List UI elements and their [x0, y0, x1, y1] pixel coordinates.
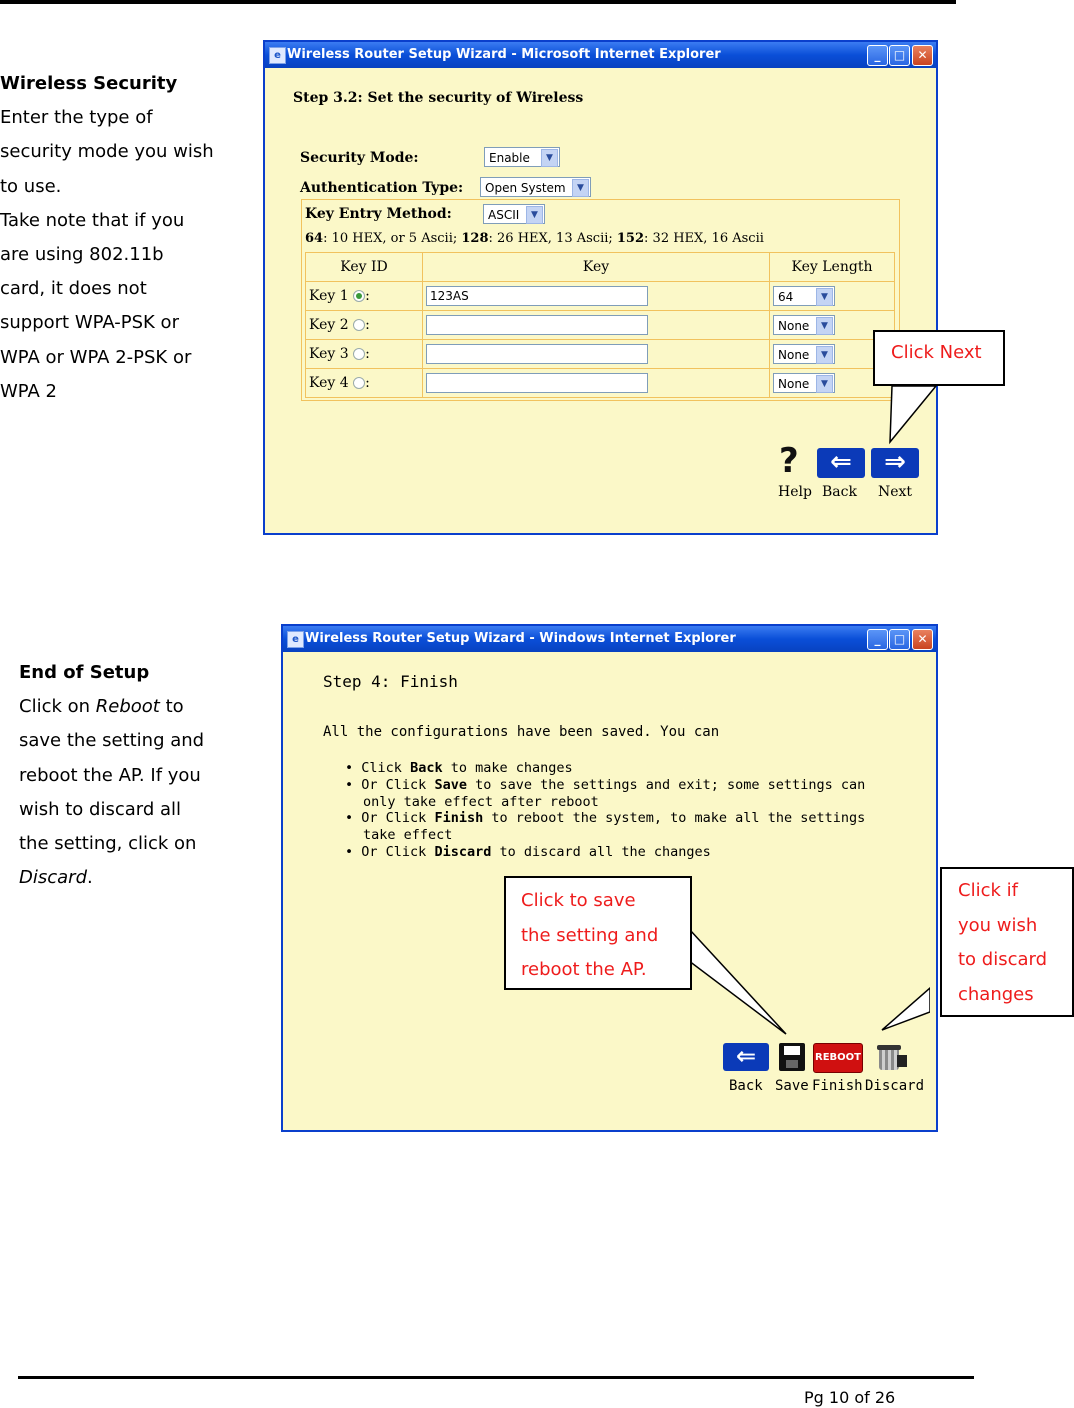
save-disk-icon[interactable] [779, 1043, 805, 1071]
key-settings-box [301, 199, 900, 401]
text-span: to [159, 696, 184, 718]
text-line: security mode you wish [0, 141, 214, 163]
window-titlebar [265, 42, 936, 68]
table-row [306, 311, 895, 340]
key-length-cell [770, 282, 895, 311]
key-length-select[interactable] [773, 315, 835, 335]
end-of-setup-text [19, 656, 249, 895]
window-title: Wireless Router Setup Wizard - Windows Internet Explorer [305, 631, 736, 646]
maximize-icon[interactable]: □ [889, 629, 910, 650]
section-heading: Wireless Security [0, 73, 178, 94]
text-line: Take note that if you [0, 209, 185, 231]
discard-trash-icon[interactable] [875, 1043, 909, 1071]
text-line: to use. [0, 175, 62, 197]
chevron-down-icon: ▼ [816, 346, 833, 364]
callout-line: changes [958, 983, 1034, 1005]
maximize-icon[interactable]: □ [889, 45, 910, 66]
next-label: Next [878, 484, 913, 500]
text-span: to discard all the changes [491, 843, 711, 860]
key-radio[interactable] [353, 319, 365, 331]
text-span: to make changes [442, 760, 573, 776]
callout-line: the setting and [521, 924, 659, 946]
wireless-security-text [0, 67, 250, 409]
callout-text: Click Next [891, 342, 982, 363]
instructions-list [345, 760, 865, 861]
discard-label: Discard [865, 1078, 925, 1094]
auth-type-select[interactable] [480, 177, 591, 197]
text-span: Or Click [361, 810, 435, 827]
table-row [306, 282, 895, 311]
text-line: WPA or WPA 2-PSK or [0, 346, 192, 368]
step-title: Step 4: Finish [323, 672, 458, 691]
chevron-down-icon: ▼ [526, 206, 543, 224]
section-heading: End of Setup [19, 662, 150, 683]
key-radio[interactable] [353, 348, 365, 360]
note-text: : 10 HEX, or 5 Ascii; [323, 231, 462, 246]
chevron-down-icon: ▼ [572, 179, 589, 197]
page-number: Pg 10 of 26 [804, 1388, 896, 1407]
colon: : [365, 288, 370, 304]
key-radio[interactable] [353, 290, 365, 302]
chevron-down-icon: ▼ [816, 288, 833, 306]
discard-term: Discard [19, 867, 87, 889]
note-152: 152 [616, 231, 645, 246]
key-length-select[interactable] [773, 286, 835, 306]
intro-text: All the configurations have been saved. You can [323, 724, 720, 740]
list-item-cont: only take effect after reboot [363, 793, 599, 810]
key-input[interactable]: 123AS [426, 286, 648, 306]
back-arrow-icon[interactable]: ⇐ [817, 448, 865, 478]
key-length-value: None [778, 348, 810, 362]
text-line: support WPA-PSK or [0, 312, 179, 334]
minimize-icon[interactable]: _ [867, 45, 888, 66]
next-arrow-icon[interactable]: ⇒ [871, 448, 919, 478]
back-label: Back [822, 484, 857, 500]
note-text: : 26 HEX, 13 Ascii; [488, 231, 617, 246]
key-entry-label: Key Entry Method: [305, 206, 452, 222]
text-line: reboot the AP. If you [19, 764, 201, 786]
key-value-cell [423, 311, 770, 340]
text-line [19, 690, 249, 724]
key-label: Key 2 [309, 317, 349, 333]
back-label: Back [729, 1078, 763, 1094]
chevron-down-icon: ▼ [541, 149, 558, 167]
text-span: Or Click [361, 843, 435, 860]
key-label: Key 4 [309, 375, 349, 391]
header-key-id: Key ID [306, 253, 423, 282]
keyword-discard: Discard [434, 843, 492, 860]
finish-label: Finish [812, 1078, 863, 1094]
keyword-finish: Finish [434, 810, 484, 827]
key-label: Key 3 [309, 346, 349, 362]
bullet: • [345, 843, 354, 860]
key-id-cell [306, 369, 423, 398]
close-icon[interactable]: ✕ [912, 629, 933, 650]
security-mode-select[interactable] [484, 147, 560, 167]
key-input[interactable] [426, 344, 648, 364]
text-span: . [87, 867, 93, 889]
step-title: Step 3.2: Set the security of Wireless [293, 90, 584, 106]
list-item [345, 777, 865, 794]
text-line [19, 861, 249, 895]
text-line: save the setting and [19, 730, 205, 752]
text-line: card, it does not [0, 278, 147, 300]
save-label: Save [775, 1078, 809, 1094]
key-length-value: None [778, 377, 810, 391]
key-table [305, 252, 895, 398]
text-span: Click [361, 760, 411, 776]
key-length-note [305, 231, 764, 246]
callout-line: Click to save [521, 890, 636, 911]
key-length-value: 64 [778, 290, 794, 304]
callout-line: you wish [958, 914, 1038, 936]
ie-icon: e [287, 631, 304, 648]
list-item [345, 844, 865, 861]
key-input[interactable] [426, 315, 648, 335]
text-line: wish to discard all [19, 798, 182, 820]
help-icon[interactable]: ? [779, 441, 799, 481]
reboot-term: Reboot [95, 696, 160, 718]
text-line: are using 802.11b [0, 244, 164, 266]
text-span: Or Click [361, 776, 435, 793]
key-value-cell [423, 282, 770, 311]
auth-type-label: Authentication Type: [300, 180, 464, 196]
key-length-select[interactable] [773, 373, 835, 393]
key-entry-value: ASCII [488, 208, 520, 222]
key-id-cell [306, 282, 423, 311]
keyword-back: Back [410, 760, 443, 776]
text-span: to save the settings and exit; some settings can [466, 776, 866, 793]
colon: : [365, 317, 370, 333]
header-key: Key [423, 253, 770, 282]
colon: : [365, 346, 370, 362]
back-arrow-icon[interactable]: ⇐ [723, 1043, 769, 1071]
key-label: Key 1 [309, 288, 349, 304]
window-title: Wireless Router Setup Wizard - Microsoft Internet Explorer [287, 47, 721, 62]
chevron-down-icon: ▼ [816, 317, 833, 335]
key-length-value: None [778, 319, 810, 333]
text-line: WPA 2 [0, 380, 57, 402]
note-text: : 32 HEX, 16 Ascii [644, 231, 764, 246]
reboot-icon[interactable]: REBOOT [813, 1043, 863, 1073]
text-span: Click on [19, 696, 96, 718]
callout-line: to discard [958, 949, 1048, 970]
colon: : [365, 375, 370, 391]
key-value-cell [423, 340, 770, 369]
discard-callout [940, 867, 1074, 1017]
help-label: Help [778, 484, 812, 500]
minimize-icon[interactable]: _ [867, 629, 888, 650]
list-item [345, 760, 865, 777]
table-header-row [306, 253, 895, 282]
table-row [306, 369, 895, 398]
key-input[interactable] [426, 373, 648, 393]
bullet: • [345, 810, 354, 827]
close-icon[interactable]: ✕ [912, 45, 933, 66]
key-id-cell [306, 311, 423, 340]
list-item-cont: take effect [363, 827, 453, 844]
wizard-window-security [263, 40, 938, 535]
window-titlebar [283, 626, 936, 652]
keyword-save: Save [434, 776, 467, 793]
text-span: to reboot the system, to make all the settings [483, 810, 866, 827]
key-entry-select[interactable] [483, 204, 545, 224]
chevron-down-icon: ▼ [816, 375, 833, 393]
text-line: Enter the type of [0, 107, 153, 129]
callout-pointer [880, 380, 940, 450]
auth-type-value: Open System [485, 181, 566, 195]
security-mode-label: Security Mode: [300, 150, 419, 166]
header-key-length: Key Length [770, 253, 895, 282]
bullet: • [345, 760, 354, 776]
bottom-rule [18, 1376, 974, 1379]
note-64: 64 [305, 231, 324, 246]
click-next-callout [873, 330, 1005, 386]
ie-icon: e [269, 47, 286, 64]
key-value-cell [423, 369, 770, 398]
key-id-cell [306, 340, 423, 369]
bullet: • [345, 776, 354, 793]
callout-line: reboot the AP. [521, 959, 647, 980]
save-callout [504, 876, 692, 990]
text-line: the setting, click on [19, 833, 197, 855]
top-rule [0, 0, 956, 4]
callout-line: Click if [958, 880, 1018, 901]
security-mode-value: Enable [489, 151, 530, 165]
list-item [345, 810, 865, 827]
note-128: 128 [461, 231, 489, 246]
table-row [306, 340, 895, 369]
key-length-select[interactable] [773, 344, 835, 364]
key-radio[interactable] [353, 377, 365, 389]
